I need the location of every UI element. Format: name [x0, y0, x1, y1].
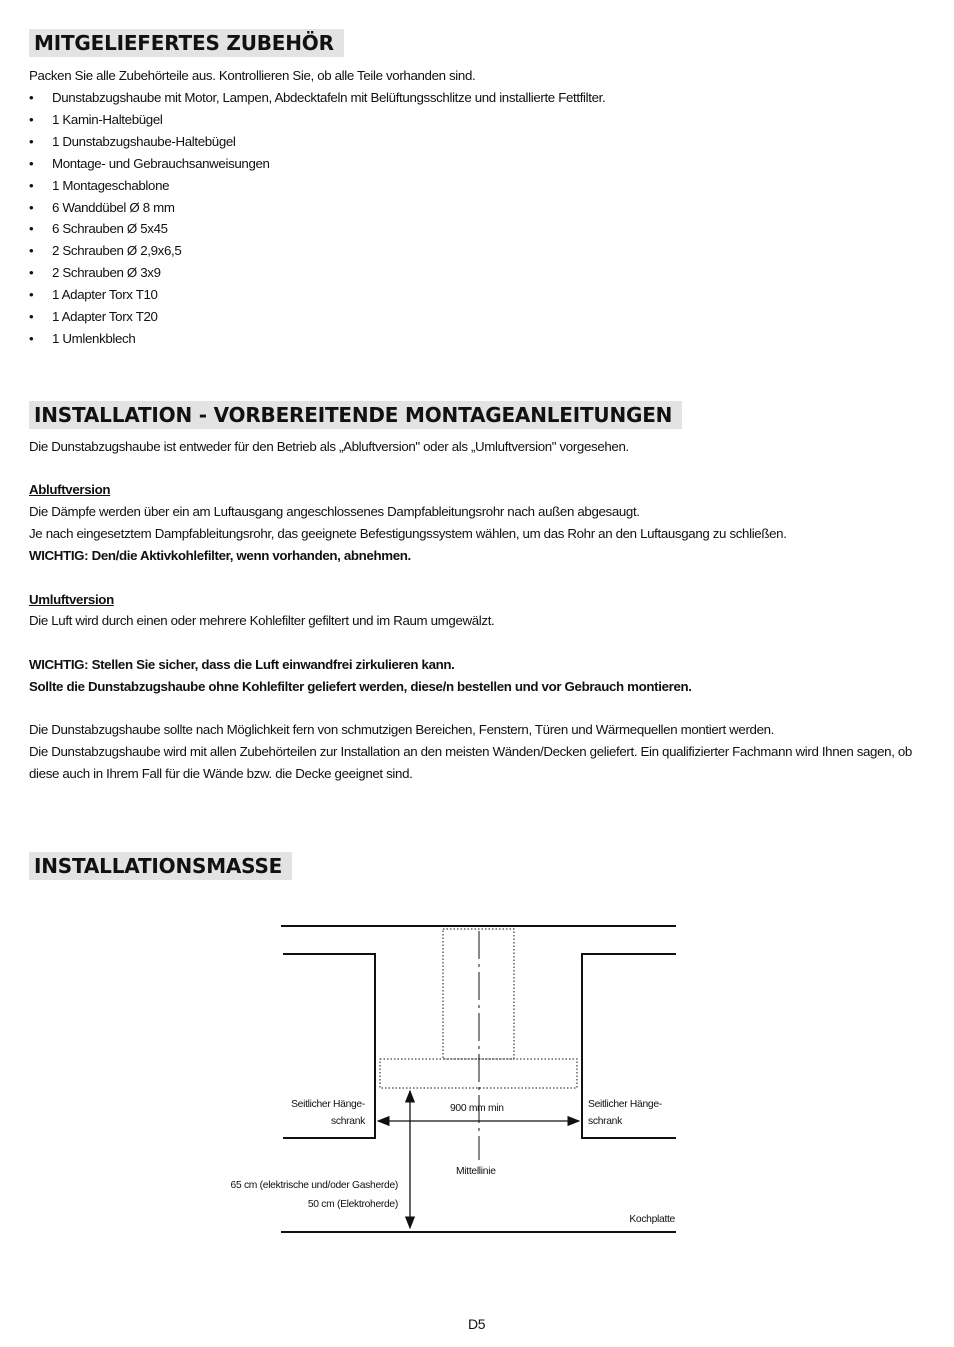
chimney-outline — [443, 929, 514, 1059]
list-item: • 1 Montageschablone — [29, 175, 605, 197]
accessories-list — [29, 87, 605, 350]
umluft-warning-1: WICHTIG: Stellen Sie sicher, dass die Luft einwandfrei zirkulieren kann. — [29, 657, 455, 672]
list-item: • 6 Wanddübel Ø 8 mm — [29, 197, 605, 219]
right-cabinet-label-line2: schrank — [588, 1116, 622, 1127]
page-number: D5 — [468, 1316, 486, 1332]
abluft-heading: Abluftversion — [29, 482, 111, 497]
list-item: • 1 Dunstabzugshaube-Haltebügel — [29, 131, 605, 153]
section-title-installation: INSTALLATION - VORBEREITENDE MONTAGEANLEITUNGEN — [29, 401, 682, 429]
section-title-accessories: MITGELIEFERTES ZUBEHÖR — [29, 29, 344, 57]
right-cabinet-label-line1: Seitlicher Hänge- — [588, 1099, 662, 1110]
list-item: • Dunstabzugshaube mit Motor, Lampen, Abdecktafeln mit Belüftungsschlitze und installierte Fettfilter. — [29, 87, 605, 109]
installation-intro: Die Dunstabzugshaube ist entweder für den Betrieb als „Abluftversion" oder als „Umluftversion" vorgesehen. — [29, 439, 629, 454]
umluft-warning-2: Sollte die Dunstabzugshaube ohne Kohlefilter geliefert werden, diese/n bestellen und vor Gebrauch montieren. — [29, 679, 692, 694]
list-item: • 6 Schrauben Ø 5x45 — [29, 218, 605, 240]
width-label: 900 mm min — [450, 1103, 504, 1114]
abluft-line-2: Je nach eingesetztem Dampfableitungsrohr, das geeignete Befestigungssystem wählen, um das Rohr an den Luftausgang zu schließen. — [29, 526, 787, 541]
height-label-electric: 50 cm (Elektroherde) — [307, 1199, 398, 1210]
list-item: • Montage- und Gebrauchsanweisungen — [29, 153, 605, 175]
abluft-warning: WICHTIG: Den/die Aktivkohlefilter, wenn vorhanden, abnehmen. — [29, 548, 411, 563]
height-label-gas: 65 cm (elektrische und/oder Gasherde) — [230, 1180, 398, 1191]
left-cabinet-label-line2: schrank — [331, 1116, 365, 1127]
list-item: • 2 Schrauben Ø 2,9x6,5 — [29, 240, 605, 262]
hood-outline — [380, 1059, 577, 1088]
list-item: • 1 Adapter Torx T10 — [29, 284, 605, 306]
list-item: • 1 Kamin-Haltebügel — [29, 109, 605, 131]
left-cabinet-label-line1: Seitlicher Hänge- — [291, 1099, 365, 1110]
list-item: • 2 Schrauben Ø 3x9 — [29, 262, 605, 284]
abluft-line-1: Die Dämpfe werden über ein am Luftausgang angeschlossenes Dampfableitungsrohr nach außen abgesaugt. — [29, 504, 640, 519]
list-item: • 1 Adapter Torx T20 — [29, 306, 605, 328]
hob-label: Kochplatte — [629, 1214, 675, 1225]
centerline-label: Mittellinie — [456, 1166, 496, 1177]
umluft-heading: Umluftversion — [29, 592, 114, 607]
list-item: • 1 Umlenkblech — [29, 328, 605, 350]
section-title-dimensions: INSTALLATIONSMASSE — [29, 852, 292, 880]
umluft-line-1: Die Luft wird durch einen oder mehrere Kohlefilter gefiltert und im Raum umgewälzt. — [29, 613, 495, 628]
placement-note: Die Dunstabzugshaube sollte nach Möglichkeit fern von schmutzigen Bereichen, Fenstern, Türen und Wärmequellen montiert werden. — [29, 722, 775, 737]
suitability-note: Die Dunstabzugshaube wird mit allen Zubehörteilen zur Installation an den meisten Wänden/Decken geliefert. Ein qualifizierter Fachmann wird Ihnen sagen, ob diese auch in Ihrem Fall für die Wände bzw. die Decke geeignet sind. — [29, 744, 912, 781]
accessories-intro: Packen Sie alle Zubehörteile aus. Kontrollieren Sie, ob alle Teile vorhanden sind. — [29, 68, 476, 83]
